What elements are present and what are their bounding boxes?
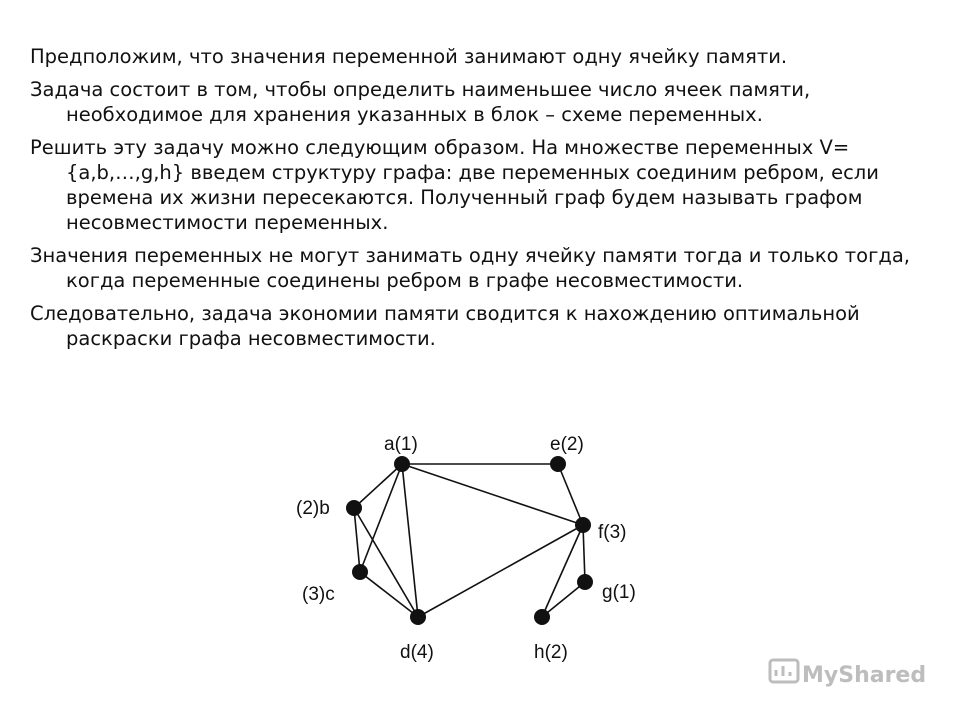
node-label-e: e(2): [550, 434, 584, 455]
graph-edges: [354, 464, 585, 617]
paragraph-3-text: Решить эту задачу можно следующим образом. На множестве переменных V={a,b,…,g,h} введем структуру графа: две переменных соединим ребром, если времена их жизни пересекаются. Полученный граф будем называть графом несовместимости переменных.: [30, 136, 879, 234]
edge-g-h: [542, 582, 585, 617]
watermark-logo: [766, 654, 936, 694]
paragraph-2-text: Задача состоит в том, чтобы определить наименьшее число ячеек памяти, необходимое для хранения указанных в блок – схеме переменных.: [30, 78, 811, 126]
node-label-g: g(1): [602, 582, 636, 603]
paragraph-5: [30, 301, 910, 351]
node-g: [577, 574, 593, 590]
edge-a-b: [354, 464, 402, 508]
node-a: [394, 456, 410, 472]
edge-c-d: [360, 572, 418, 617]
edge-f-g: [583, 525, 585, 582]
node-f: [575, 517, 591, 533]
node-b: [346, 500, 362, 516]
watermark-text: MyShared: [802, 663, 927, 688]
paragraph-4-text: Значения переменных не могут занимать одну ячейку памяти тогда и только тогда, когда переменные соединены ребром в графе несовместимости.: [30, 244, 910, 292]
graph-labels: [296, 434, 636, 663]
paragraph-5-text: Следовательно, задача экономии памяти сводится к нахождению оптимальной раскраски графа несовместимости.: [30, 302, 860, 350]
graph-svg: [280, 420, 680, 680]
paragraph-3: [30, 135, 910, 235]
edge-f-h: [542, 525, 583, 617]
paragraph-2: [30, 77, 910, 127]
edge-e-f: [558, 464, 583, 525]
presentation-icon: [770, 660, 798, 682]
node-d: [410, 609, 426, 625]
paragraph-4: [30, 243, 910, 293]
body-text: [30, 44, 910, 359]
paragraph-1-text: Предположим, что значения переменной занимают одну ячейку памяти.: [30, 45, 788, 68]
node-label-b: (2)b: [296, 498, 330, 519]
edge-a-c: [360, 464, 402, 572]
node-label-d: d(4): [400, 642, 434, 663]
node-label-a: a(1): [384, 434, 418, 455]
node-c: [352, 564, 368, 580]
node-label-f: f(3): [598, 522, 627, 543]
node-label-h: h(2): [534, 642, 568, 663]
incompatibility-graph: [280, 420, 680, 680]
node-e: [550, 456, 566, 472]
node-h: [534, 609, 550, 625]
node-label-c: (3)c: [302, 584, 335, 605]
paragraph-1: [30, 44, 910, 69]
edge-a-f: [402, 464, 583, 525]
watermark-svg: [766, 654, 936, 694]
